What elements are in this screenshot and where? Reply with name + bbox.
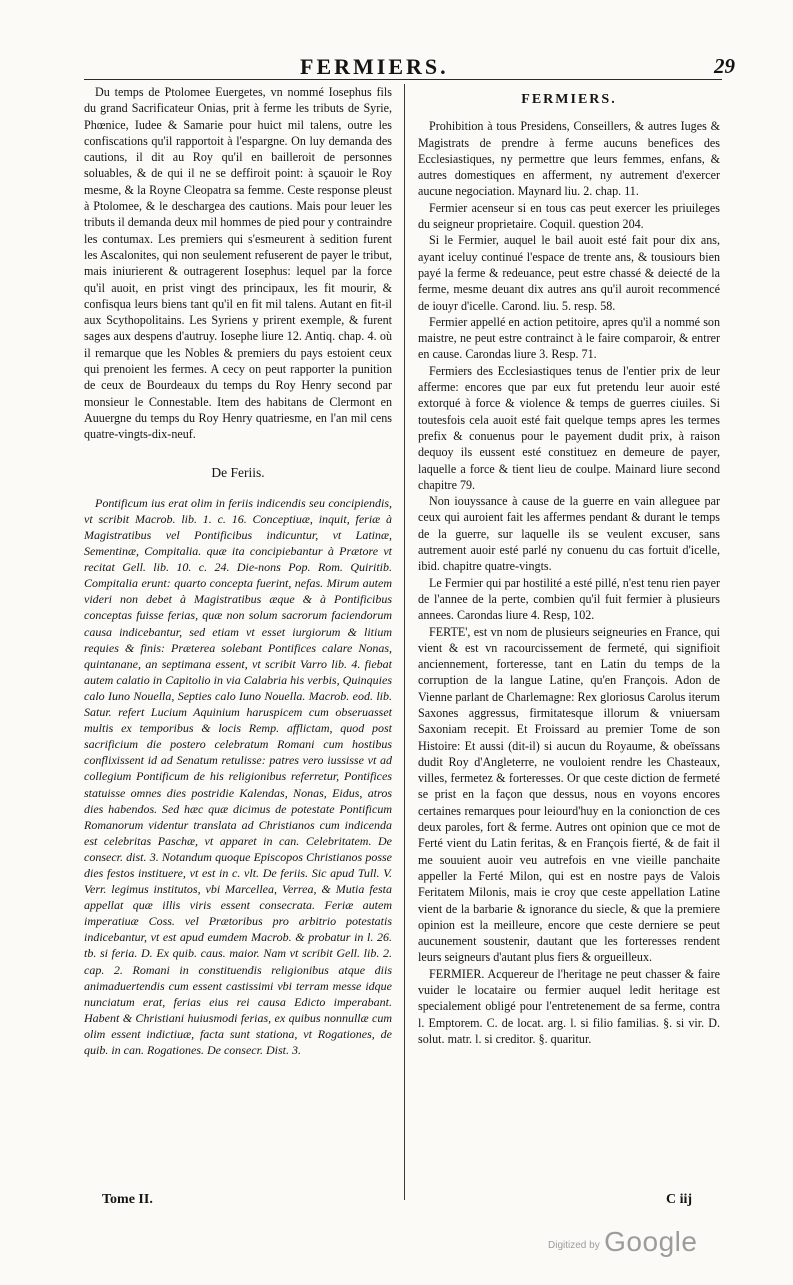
- left-column: [84, 84, 392, 1058]
- right-paragraph: FERMIER. Acquereur de l'heritage ne peut chasser & faire vuider le locataire ou fermier auquel ledit heritage est specialement obligé pour l'entretenement de sa ferme, contra l. Emptorem. C. de locat. arg. l. si filio familias. §. si vir. D. solut. matr. l. si creditor. §. quaritur.: [418, 966, 720, 1046]
- right-paragraph: Le Fermier qui par hostilité a esté pillé, n'est tenu rien payer de l'annee de la perte, combien qu'il fuit fermier à plusieurs annees. Carondas liure 4. Resp, 102.: [418, 575, 720, 623]
- right-column: [418, 84, 720, 1047]
- right-paragraph: Fermier appellé en action petitoire, apres qu'il a nommé son maistre, ne peut estre contrainct à le faire comparoir, & entrer en cause. Carondas liure 3. Resp. 71.: [418, 314, 720, 362]
- right-paragraph: Fermiers des Ecclesiastiques tenus de l'entier prix de leur afferme: encores que par eux fut pretendu leur auoir esté extorqué à force & violence & temps de guerres ciuiles. Si toutesfois cela auoit esté fait quelque temps apres les termes prefix & conuenus pour le payement dudit prix, à raison dequoy ils eussent esté constituez en demeure de payer, laquelle a force & tient lieu de coulpe. Mainard liure second chapitre 79.: [418, 363, 720, 492]
- right-paragraph: Fermier acenseur si en tous cas peut exercer les priuileges du seigneur proprietaire. Coquil. question 204.: [418, 200, 720, 232]
- left-paragraph: Du temps de Ptolomee Euergetes, vn nommé Iosephus fils du grand Sacrificateur Onias, prit à ferme les tributs de Syrie, Phœnice, Iudee & Samarie pour huict mil talens, outre les confiscations qu'il rapportoit à l'espargne. On luy demanda des cautions, il dit au Roy qu'il en bailleroit de personnes soluables, & de qui il ne se deffiroit point: à sçauoir le Roy mesme, & la Royne Cleopatra sa femme. Ceste response pleust à Ptolomee, & le deschargea des cautions. Mais pour leuer les tributs il demanda deux mil hommes de pied pour y contraindre les contumax. Les premiers qui s'esmeurent à sedition furent les Ascalonites, qui non seulement refuserent de payer le tribut, mais iniurierent & outragerent Iosephus: lequel par la force qu'il auoit, en prist vingt des principaux, les fit mourir, & confisqua leurs biens tant qu'il en fit mil talens. Autant en fit-il aux Scythopolitains. Les Syriens y prirent exemple, & furent sages aux despens d'autruy. Iosephe liure 12. Antiq. chap. 4. où il remarque que les Nobles & premiers du pays estoient ceux qui prenoient les fermes. A cecy on peut rapporter la punition de ceux de Bourdeaux du temps du Roy Henry second par monsieur le Connestable. Item des habitans de Clermont en Auuergne du temps du Roy Henry quatriesme, en l'an mil cens quatre-vingts-dix-neuf.: [84, 85, 392, 442]
- volume-label: Tome II.: [102, 1192, 153, 1207]
- column-divider: [404, 84, 405, 1200]
- watermark-prefix: Digitized by: [548, 1240, 600, 1251]
- header-rule: [84, 79, 722, 80]
- latin-paragraph: Pontificum ius erat olim in feriis indicendis seu concipiendis, vt scribit Macrob. lib. 1. c. 16. Conceptiuæ, inquit, feriæ à Magistratibus vel Pontificibus indicuntur, vt Latinæ, Sementinæ, Compitalia. quæ ita concipiebantur à Prætore vt recitat Gell. lib. 10. c. 24. Die-nons Pop. Rom. Quiritib. Compitalia erunt: quarto concepta fuerint, nefas. Mirum autem videri non debet à Magistratibus æque & à Pontificibus conceptas fuisse ferias, quæ non solum sacrorum faciendorum causa indicebantur, sed etiam vt esset iurgiorum & litium requies & finis: Præterea solebant Pontifices calare Nonas, quintanane, an septimana essent, vt scribit Varro lib. 4. fiebat autem calatio in Capitolio in via Calabria his verbis, Quinquies calo Iuno Nouella, Septies calo Iuno Nouella. Macrob. eod. lib. Satur. refert Lucium Aquinium haruspicem cum obseruasset multis ex temporibus & locis Remp. afflictam, quod post sacrificium die postero celebratum Romani cum hostibus conflixissent id ad Senatum retulisse: patres vero iussisse vt ad collegium Pontificum de his religionibus referretur, Pontifices statuisse omnes dies postridie Kalendas, Nonas, Eidus, atros dies habendos. Sed hæc quæ dicimus de potestate Pontificum Romanorum videntur translata ad Christianos cum indicenda est celebritas Paschæ, vt apparet in can. Celebritatem. De consecr. dist. 3. Notandum quoque Episcopos Christianos posse dies festos instituere, vt est in c. vlt. De feriis. Sic apud Tull. V. Verr. legimus institutos, vbi Marcellea, Verrea, & Mutia festa appellat quæ illis viris essent consecrata. Feriæ autem imperatiuæ Coss. vel Prætoribus pro arbitrio potestatis indicebantur, vt est apud eumdem Macrob. & probatur in l. 26. tb. si feria. D. Ex quib. caus. maior. Nam vt scribit Gell. lib. 2. cap. 2. Romani in constituendis religionibus atque diis animaduertendis cum essent castissimi vbi terram messe idque nunciatum erat, ferias eius rei causa Edicto imperabant. Habent & Christiani huiusmodi ferias, ex quibus nonnullæ cum olim essent indictiuæ, facta sunt stationa, vt Rogationes, de quib. in can. Rogationes. De consecr. Dist. 3.: [84, 495, 392, 1058]
- google-logo: Google: [604, 1226, 698, 1257]
- signature-mark: C iij: [666, 1192, 693, 1207]
- right-paragraph: Non iouyssance à cause de la guerre en vain alleguee par ceux qui auroient fait les affermes pendant & durant le temps de la guerre, sur laquelle ils se veulent excuser, sans autrement auoir esté parlé ny conuenu du cas fortuit d'icelle, ibid. chapitre quatre-vingts.: [418, 494, 720, 574]
- latin-passage: [84, 495, 392, 1058]
- section-title-de-feriis: De Feriis.: [211, 464, 265, 480]
- page-number: 29: [714, 54, 735, 78]
- running-head-title: FERMIERS.: [300, 54, 449, 79]
- digitized-watermark: [548, 1226, 697, 1258]
- right-paragraph: FERTE', est vn nom de plusieurs seigneuries en France, qui vient & est vn racourcissement de fermeté, qui signifioit anciennement, forteresse, tant en Latin du temps de la corruption de la langue Latine, qu'en François. Adon de Vienne parlant de Charlemagne: Rex gloriosus Carolus iterum Saxones aggressus, firmitatesque illorum & vniuersam Saxoniam recepit. Et Froissard au premier Tome de son Histoire: Et aussi (dit-il) si aucun du Royaume, & obeïssans dudit Roy d'Angleterre, ne vouloient rendre les Chasteaux, villes, fermetez & forteresses. Or que ceste diction de fermeté se prist en la façon que dessus, nous en voyons encores certaines remarques pour leiourd'huy en la conionction de ces deux paroles, fort & ferme. Autres ont opinion que ce mot de Ferté vient du Latin feritas, & en François fierté, & de fait il me souuient auoir veu autrefois en vne vieille panchaite appeller la Ferté Milon, qui est en nostre pays de Valois Feritatem Milonis, mais ie croy que ceste appellation Latine vient de la barbarie & ignorance du siecle, & que la premiere opinion est la meilleure, encore que ceste derniere se peut aucunement soustenir, dautant que les forteresses rendent leurs seigneurs d'autant plus fiers & orgueilleux.: [418, 624, 720, 965]
- right-paragraph: Si le Fermier, auquel le bail auoit esté fait pour dix ans, ayant iceluy continué l'espace de trente ans, & tousiours bien payé la ferme & redeuance, peut estre chassé & deiecté de la ferme, mesme deuant dix autres ans qu'il auroit recommencé de iouyr d'icelle. Carond. liu. 5. resp. 58.: [418, 233, 720, 313]
- right-paragraph: Prohibition à tous Presidens, Conseillers, & autres Iuges & Magistrats de prendre à ferme aucuns benefices des Ecclesiastiques, ny permettre que leurs femmes, enfans, & autres domestiques en afferment, ny autrement d'exercer aucune negociation. Maynard liu. 2. chap. 11.: [418, 119, 720, 199]
- section-title-fermiers: FERMIERS.: [521, 92, 617, 107]
